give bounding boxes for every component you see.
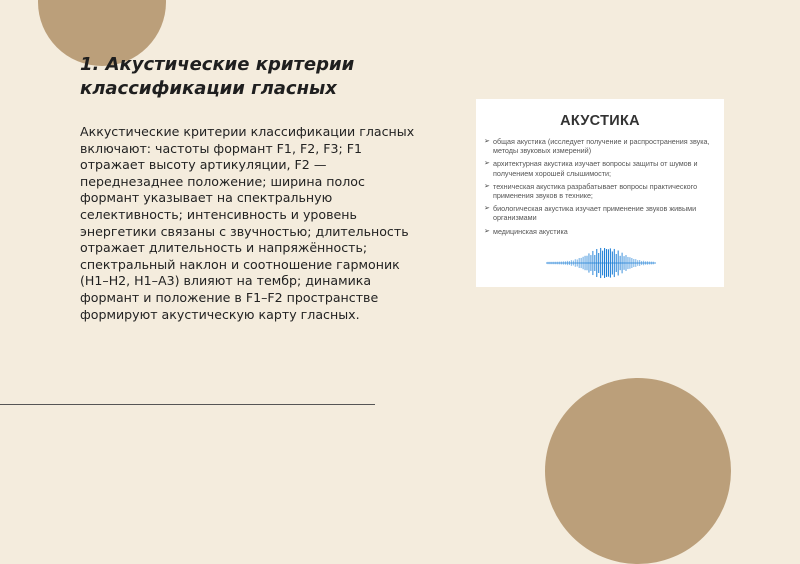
card-list-item xyxy=(484,137,720,155)
card-heading: АКУСТИКА xyxy=(560,113,640,129)
arrow-bullet-icon: ➢ xyxy=(484,205,490,213)
decorative-circle-bottom xyxy=(545,378,731,564)
card-list-item-text: биологическая акустика изучает применение звуков живыми организмами xyxy=(493,204,697,223)
slide-title xyxy=(80,53,354,101)
arrow-bullet-icon: ➢ xyxy=(484,160,490,168)
card-list-item xyxy=(484,204,720,222)
arrow-bullet-icon: ➢ xyxy=(484,182,490,190)
card-list-item xyxy=(484,182,720,200)
card-list xyxy=(484,137,720,240)
slide-title-line-2: классификации гласных xyxy=(80,78,337,99)
arrow-bullet-icon: ➢ xyxy=(484,138,490,145)
sound-wave-icon xyxy=(546,246,656,280)
card-list-item xyxy=(484,159,720,177)
card-list-item-text: архитектурная акустика изучает вопросы защиты от шумов и получением хорошей слышимости; xyxy=(493,159,698,178)
arrow-bullet-icon: ➢ xyxy=(484,227,490,235)
slide-title-line-1: 1. Акустические критерии xyxy=(80,54,355,75)
slide-body-text: Аккустические критерии классификации гласных включают: частоты формант F1, F2, F3; F1 отражает высоту артикуляции, F2 — переднезаднее положение; ширина полос формант указывает на спектральную селективность; интенсивность и уровень энергетики связаны с звучностью; длительность отражает длительность и напряжённость; спектральный наклон и соотношение гармоник (H1–H2, H1–A3) влияют на тембр; динамика формант и положение в F1–F2 пространстве формируют акустическую карту гласных. xyxy=(80,124,415,322)
card-list-item-text: общая акустика (исследует получение и распространения звука, методы звуковых измерений) xyxy=(493,137,710,156)
card-list-item-text: техническая акустика разрабатывает вопросы практического применения звуков в технике; xyxy=(493,181,698,201)
card-list-item-text: медицинская акустика xyxy=(493,226,568,236)
horizontal-divider xyxy=(0,404,375,405)
card-list-item xyxy=(484,227,720,236)
acoustics-image-card xyxy=(476,99,724,287)
